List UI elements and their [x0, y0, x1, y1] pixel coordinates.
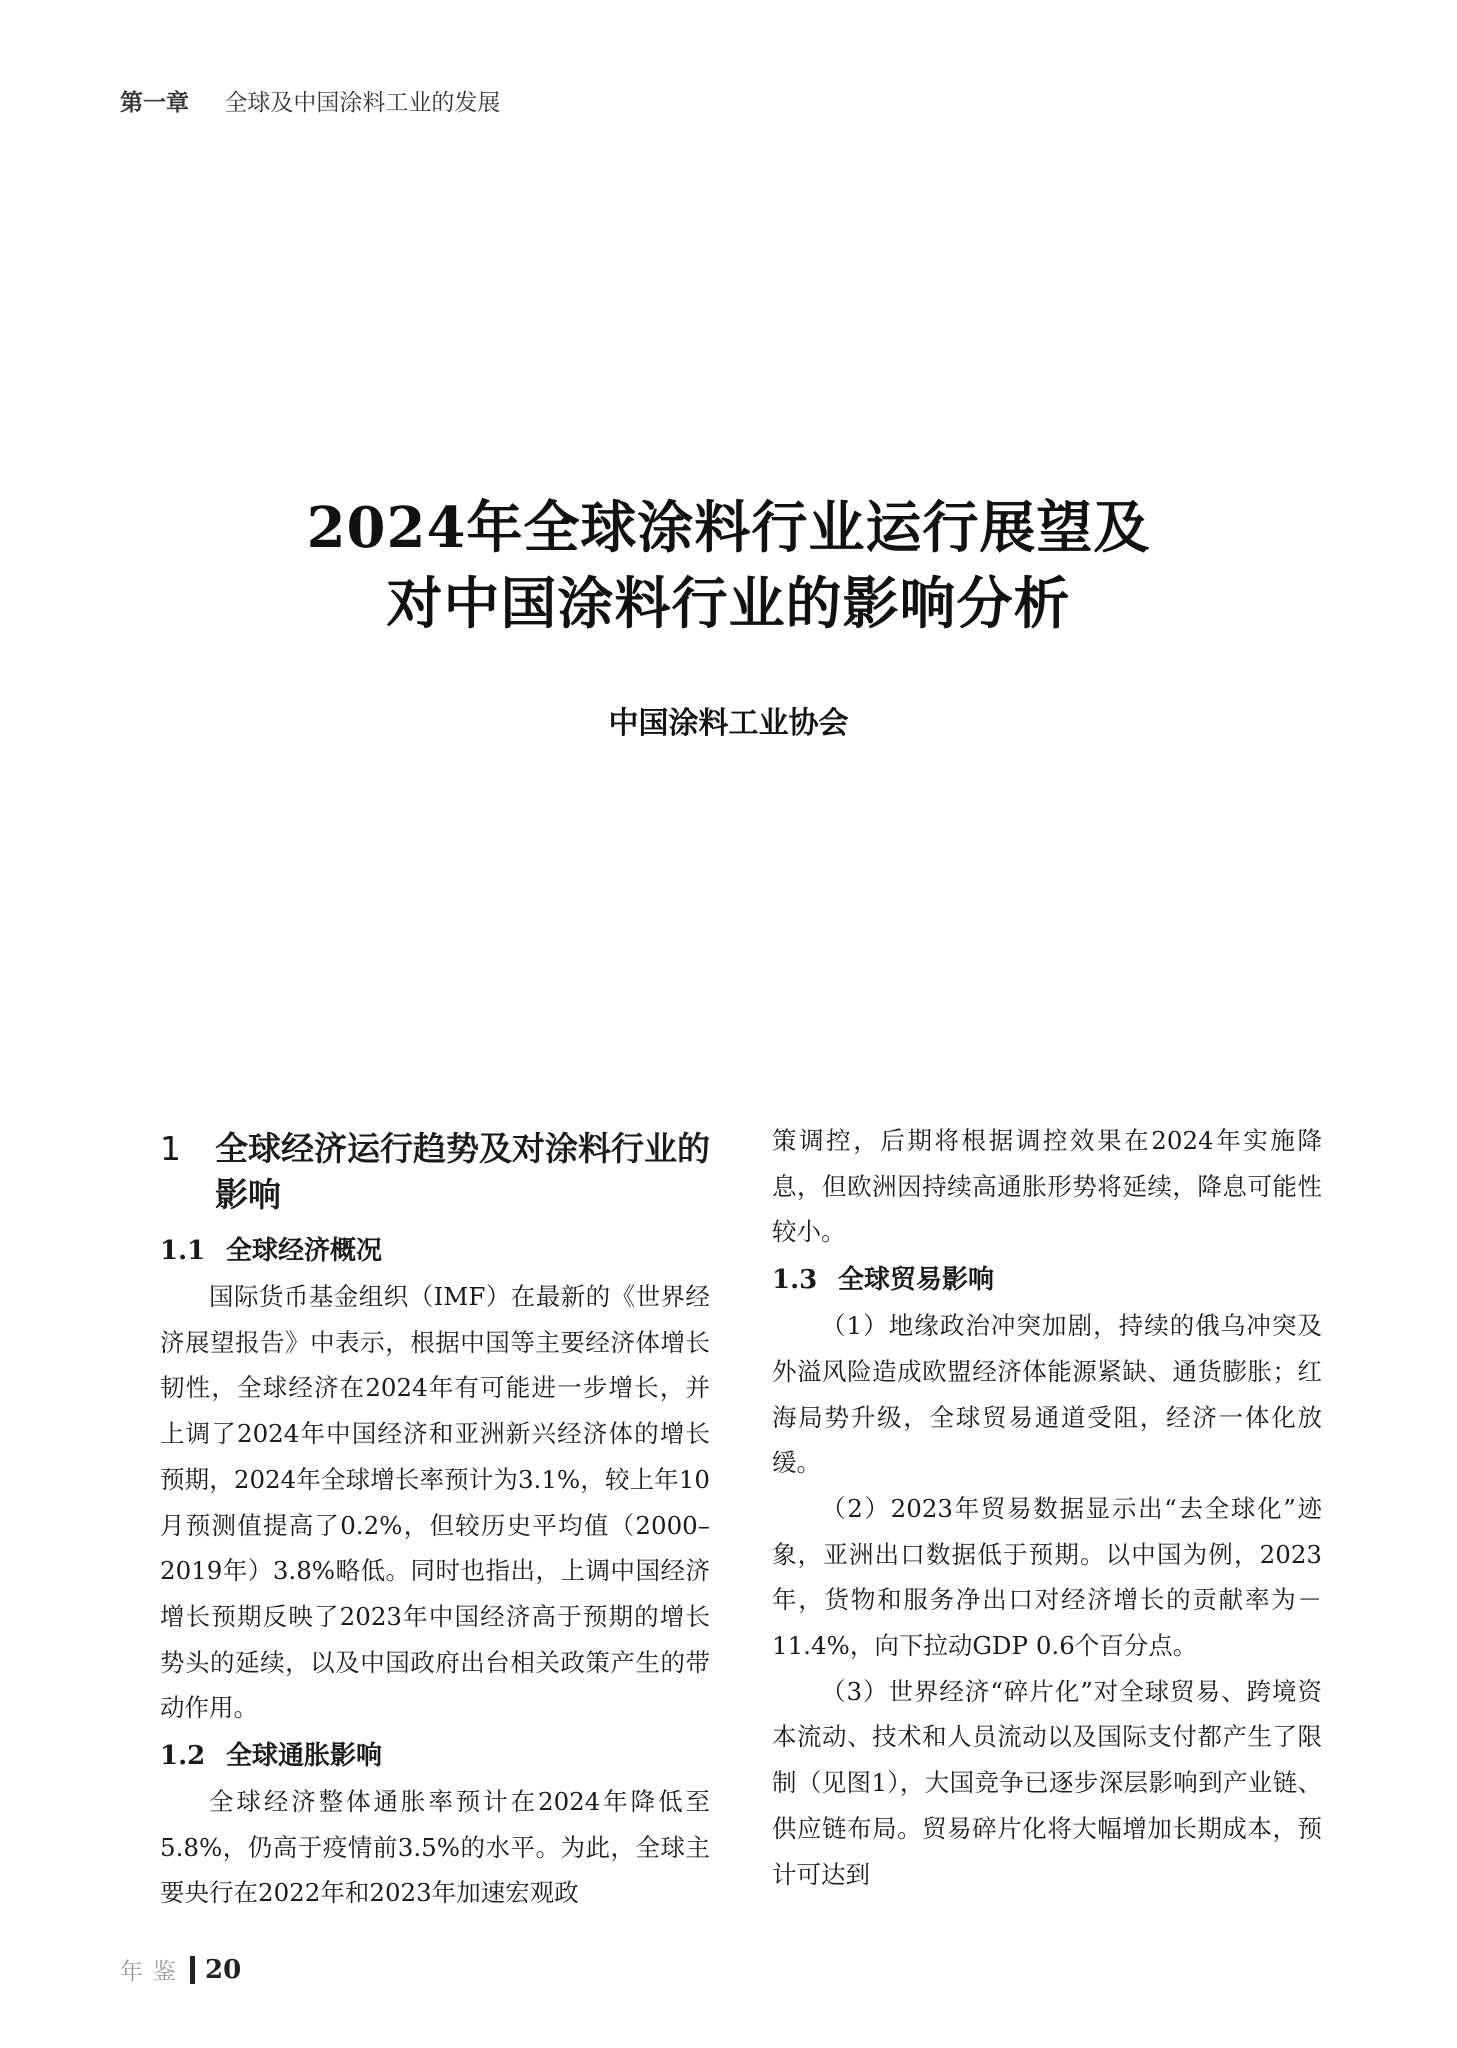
subsection-1-3-title: 全球贸易影响 — [838, 1265, 995, 1296]
subsection-1-1-number: 1.1 — [160, 1236, 206, 1266]
paragraph-1-3-item-1: （1）地缘政治冲突加剧，持续的俄乌冲突及外溢风险造成欧盟经济体能源紧缺、通货膨胀；红海局势升级，全球贸易通道受阻，经济一体化放缓。 — [772, 1311, 1322, 1478]
subsection-1-3-heading — [772, 1257, 1322, 1303]
section-1-title: 全球经济运行趋势及对涂料行业的影响 — [215, 1129, 710, 1214]
chapter-number: 第一章 — [120, 90, 189, 116]
page-footer — [120, 1953, 241, 1986]
footer-divider — [190, 1956, 195, 1984]
subsection-1-2-heading — [160, 1733, 710, 1779]
subsection-1-1-heading — [160, 1228, 710, 1274]
article-author: 中国涂料工业协会 — [608, 706, 849, 741]
left-column — [160, 1118, 710, 1916]
running-header — [120, 84, 500, 117]
paragraph-1-3-item-2: （2）2023年贸易数据显示出“去全球化”迹象，亚洲出口数据低于预期。以中国为例，2023年，货物和服务净出口对经济增长的贡献率为－11.4%，向下拉动GDP 0.6个百分点。 — [772, 1493, 1322, 1661]
section-1-heading — [160, 1126, 710, 1218]
section-1-number: 1 — [160, 1129, 181, 1168]
subsection-1-2-number: 1.2 — [160, 1741, 206, 1772]
page-number: 20 — [205, 1954, 242, 1985]
subsection-1-1-title: 全球经济概况 — [226, 1236, 383, 1266]
paragraph-1-1: 国际货币基金组织（IMF）在最新的《世界经济展望报告》中表示，根据中国等主要经济体增长韧性，全球经济在2024年有可能进一步增长，并上调了2024年中国经济和亚洲新兴经济体的增长预期，2024年全球增长率预计为3.1%，较上年10月预测值提高了0.2%，但较历史平均值（2000–2019年）3.8%略低。同时也指出，上调中国经济增长预期反映了2023年中国经济高于预期的增长势头的延续，以及中国政府出台相关政策产生的带动作用。 — [160, 1282, 710, 1723]
paragraph-1-3-item-3: （3）世界经济“碎片化”对全球贸易、跨境资本流动、技术和人员流动以及国际支付都产生了限制（见图1），大国竞争已逐步深层影响到产业链、供应链布局。贸易碎片化将大幅增加长期成本，预计可达到 — [772, 1676, 1322, 1889]
paragraph-1-2-part-1: 全球经济整体通胀率预计在2024年降低至5.8%，仍高于疫情前3.5%的水平。为此，全球主要央行在2022年和2023年加速宏观政 — [160, 1787, 710, 1908]
chapter-title: 全球及中国涂料工业的发展 — [224, 90, 501, 116]
right-column — [772, 1118, 1322, 1897]
article-title-line-2: 对中国涂料行业的影响分析 — [386, 571, 1071, 637]
subsection-1-2-title: 全球通胀影响 — [226, 1741, 383, 1772]
paragraph-1-2-part-2: 策调控，后期将根据调控效果在2024年实施降息，但欧洲因持续高通胀形势将延续，降息可能性较小。 — [772, 1126, 1322, 1247]
subsection-1-3-number: 1.3 — [772, 1265, 818, 1296]
article-title-line-1: 2024年全球涂料行业运行展望及 — [306, 495, 1151, 561]
article-title — [0, 490, 1457, 642]
footer-book-label: 年鉴 — [120, 1959, 186, 1985]
